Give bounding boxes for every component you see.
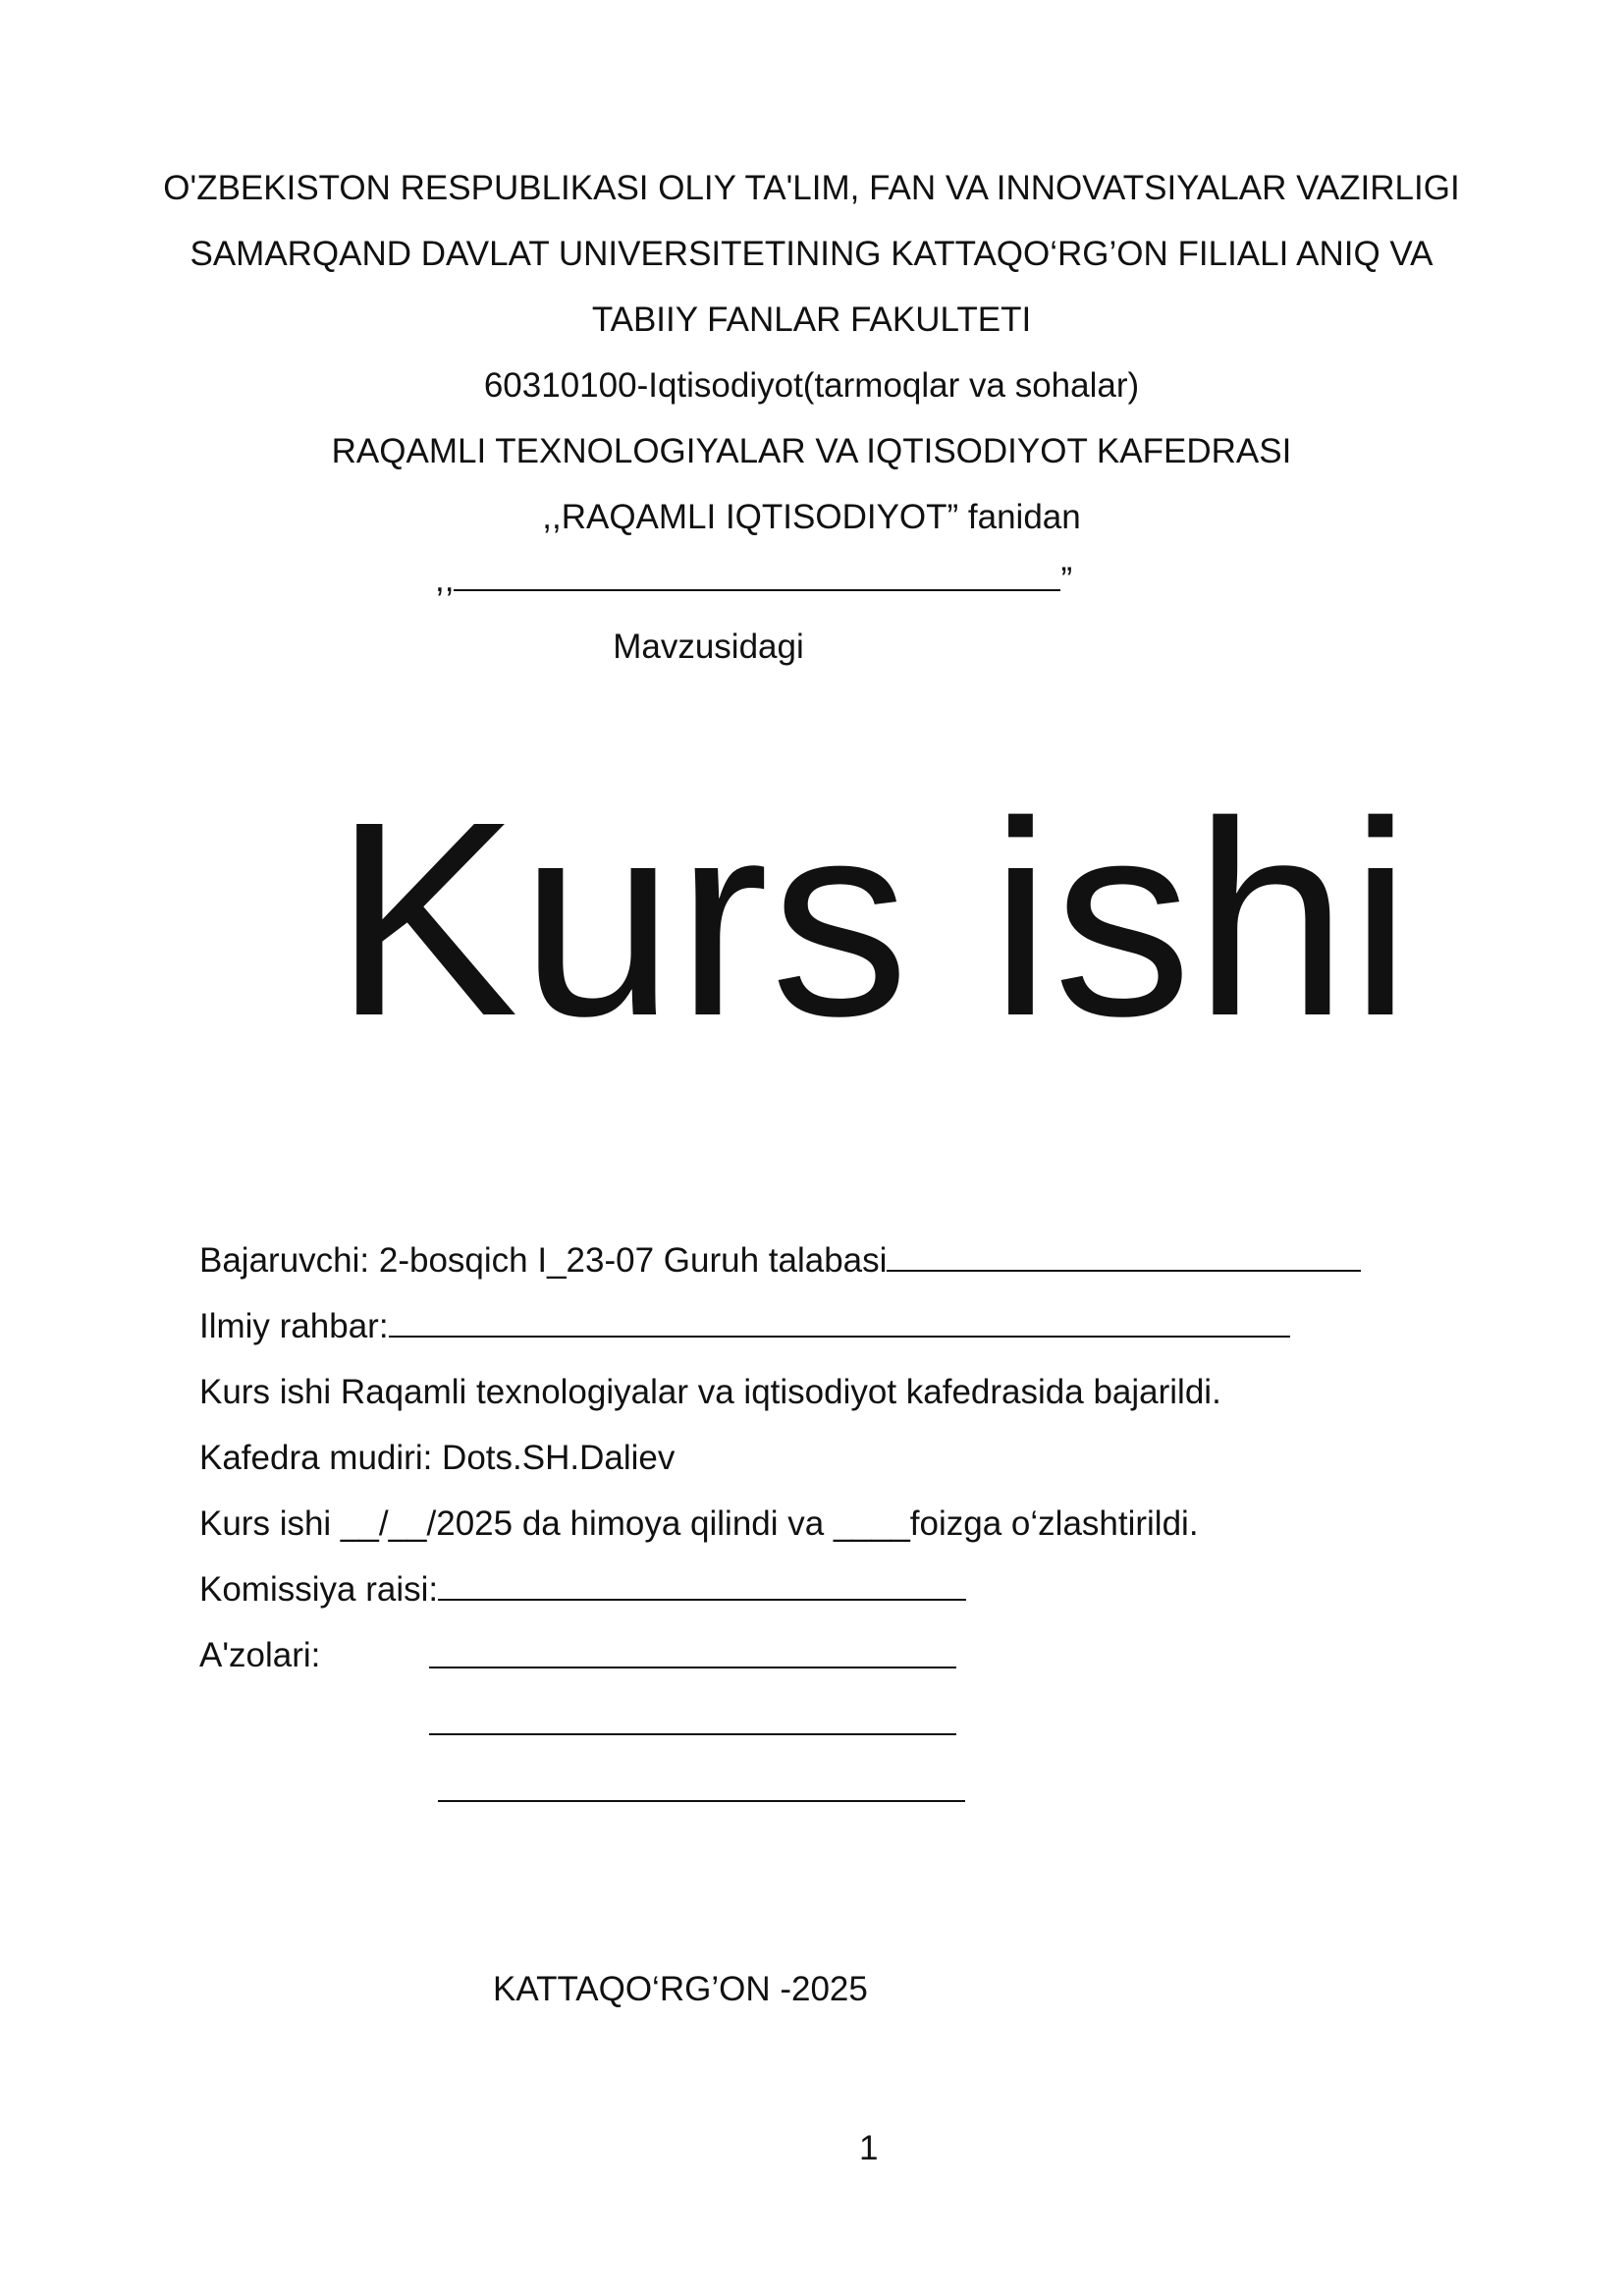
topic-label-text: Mavzusidagi <box>613 628 804 666</box>
department-head-text: Kafedra mudiri: Dots.SH.Daliev <box>199 1439 676 1477</box>
performer-label: Bajaruvchi: 2-bosqich I_23-07 Guruh talabasi <box>199 1241 888 1280</box>
topic-open-quote: ,, <box>435 561 455 599</box>
department-head-row <box>199 1425 1361 1491</box>
performer-blank <box>887 1236 1361 1272</box>
specialty-line: 60310100-Iqtisodiyot(tarmoqlar va sohalar) <box>483 366 1140 405</box>
topic-label <box>0 614 1623 680</box>
subject-line: ,,RAQAMLI IQTISODIYOT” fanidan <box>542 498 1081 536</box>
supervisor-label: Ilmiy rahbar: <box>199 1307 389 1345</box>
document-header <box>0 155 1623 550</box>
performer-row <box>199 1228 1361 1293</box>
city-year: KATTAQO‘RG’ON -2025 <box>493 1970 868 2008</box>
completed-text: Kurs ishi Raqamli texnologiyalar va iqtisodiyot kafedrasida bajarildi. <box>199 1373 1221 1411</box>
commission-chair-label: Komissiya raisi: <box>199 1570 439 1609</box>
commission-chair-blank <box>438 1565 966 1601</box>
member-blank-3 <box>438 1800 965 1802</box>
members-label: A'zolari: <box>199 1636 321 1674</box>
defense-row <box>199 1491 1361 1557</box>
commission-chair-row <box>199 1557 1361 1622</box>
supervisor-blank <box>389 1302 1290 1338</box>
info-block <box>199 1228 1361 1688</box>
topic-close-quote: ” <box>1060 561 1073 599</box>
defense-text: Kurs ishi __/__/2025 da himoya qilindi va ____foizga o‘zlashtirildi. <box>199 1504 1199 1543</box>
university-line: SAMARQAND DAVLAT UNIVERSITETINING KATTAQO‘RG’ON FILIALI ANIQ VA <box>189 235 1434 273</box>
member-blank-1 <box>429 1667 956 1668</box>
supervisor-row <box>199 1293 1361 1359</box>
members-row <box>199 1622 1361 1688</box>
page-number: 1 <box>859 2129 879 2167</box>
topic-blank-line <box>435 560 1072 600</box>
department-line: RAQAMLI TEXNOLOGIYALAR VA IQTISODIYOT KAFEDRASI <box>331 432 1292 470</box>
faculty-line: TABIIY FANLAR FAKULTETI <box>591 301 1032 339</box>
document-title: Kurs ishi <box>334 764 1414 1073</box>
ministry-line: O'ZBEKISTON RESPUBLIKASI OLIY TA'LIM, FAN VA INNOVATSIYALAR VAZIRLIGI <box>163 169 1460 207</box>
completed-row <box>199 1359 1361 1425</box>
member-blank-2 <box>429 1733 956 1735</box>
topic-blank <box>454 560 1060 591</box>
